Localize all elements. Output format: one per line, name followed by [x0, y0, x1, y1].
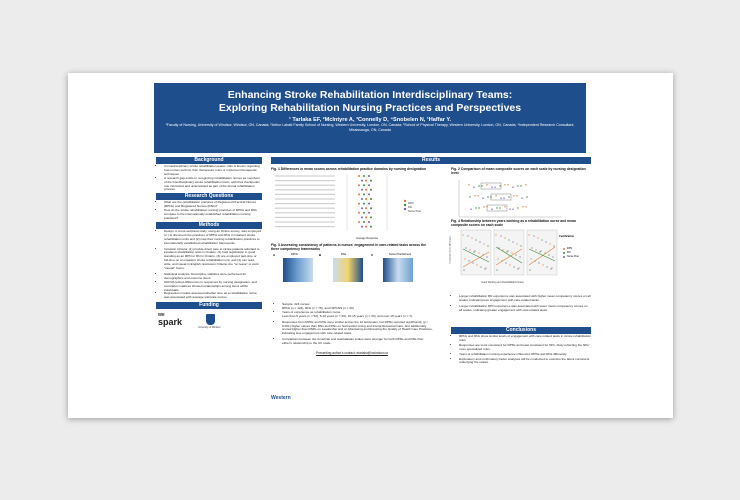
research-questions-heading: Research Questions [156, 193, 262, 200]
fig4-point [542, 265, 543, 266]
fig1-point [358, 184, 360, 186]
fig3-panel-b-label: B [319, 253, 322, 258]
legend-rpn: RPN [408, 202, 414, 205]
uwindsor-shield-icon [206, 314, 215, 325]
fig1-point [363, 212, 365, 214]
methods-item: • Regression models assessed whether time as a rehabilitation nurse was associated with average subscale scores. [164, 292, 262, 300]
fig4-point [483, 244, 484, 245]
fig2-box-plot [451, 175, 591, 223]
authors: ¹ Tarlaka EF, ²McIntyre A, ³Connelly D, ⁴Snobelen N, ¹Haffar Y. [288, 117, 452, 123]
fig1-point [368, 184, 370, 186]
fig1-title: Fig. 1 Differences in mean scores across rehabilitation practice domains by nursing designation [271, 167, 427, 171]
fig1-point [370, 198, 372, 200]
finding-item: • Longer rehabilitation RPN experience was associated with lower mean competency scores on all scales, indicating greater engagement with care-related tasks. [459, 305, 591, 313]
fig4-y-label: Composite Score (Average) [449, 236, 452, 264]
fig1-row-label-bar [275, 194, 335, 195]
fig4-point [511, 253, 512, 254]
fig3-heatmap-a [283, 258, 313, 282]
fig3-col-rpns: RPNs [291, 253, 298, 257]
fig3-heatmaps [271, 253, 433, 287]
fig1-point [363, 175, 365, 177]
fig1-point [370, 217, 372, 219]
fig2-point [478, 186, 479, 187]
fig4-point [520, 246, 521, 247]
fig1-point [370, 207, 372, 209]
fig1-x-label: Average Response [356, 237, 379, 240]
fig4-point [531, 248, 532, 249]
results-bullets [273, 303, 433, 346]
fig4-point [537, 238, 538, 239]
wespark-logo-we: we [158, 312, 165, 319]
fig4-point [516, 244, 517, 245]
research-question-item: • How do the stroke rehabilitation nursing practices of RPNs and RNs compare to the internationally established rehabilitation nursing practices? [164, 209, 262, 221]
fig2-point [482, 198, 483, 199]
fig4-point [539, 252, 540, 253]
western-logo: Western [271, 395, 291, 401]
fig1-row-label-bar [275, 185, 335, 186]
fig1-legend-rn-marker [404, 204, 406, 206]
fig4-legend-rn-marker [563, 252, 565, 254]
fig4-point [519, 257, 520, 258]
uwindsor-logo-text: University of Windsor [198, 326, 221, 330]
fig4-point [540, 251, 541, 252]
fig1-point [358, 194, 360, 196]
wespark-logo-spark: spark [158, 317, 183, 328]
legend-rn: RN [408, 206, 412, 209]
background-list [156, 165, 262, 192]
fig4-point [535, 250, 536, 251]
conclusion-item: • Responses are most consistent for RPNs and least consistent for NPs, likely reflecting the NPs' more specialized roles. [459, 344, 591, 352]
methods-heading: Methods [156, 222, 262, 229]
fig4 [451, 219, 591, 290]
fig2-point [512, 209, 513, 210]
fig4-point [462, 235, 463, 236]
fig1-point [358, 203, 360, 205]
fig1-point [365, 189, 367, 191]
findings-list [451, 295, 591, 313]
fig1-row-label-bar [275, 217, 335, 218]
fig4-point [505, 263, 506, 264]
fig4-point [465, 248, 466, 249]
fig2-point [469, 197, 470, 198]
fig2-point [478, 208, 479, 209]
fig2-point [517, 208, 518, 209]
fig4-point [518, 268, 519, 269]
funding-heading: Funding [156, 302, 262, 309]
fig4-point [500, 236, 501, 237]
fig4-point [553, 246, 554, 247]
fig3-col-np: Nurse Practitioners [389, 253, 412, 257]
fig4-point [506, 252, 507, 253]
fig1-point [361, 198, 363, 200]
fig1-point [365, 217, 367, 219]
fig2-box-1 [481, 183, 501, 189]
fig4-point [549, 244, 550, 245]
fig4-legend-rn: RN [567, 251, 571, 254]
fig4-point [551, 268, 552, 269]
results-finding: • Correlations between the American and Australasian scales were stronger for both RPNs and RNs than either's relationship to the UK scale. [282, 338, 433, 346]
fig4-point [512, 242, 513, 243]
fig1-point [368, 194, 370, 196]
fig2-point [481, 186, 482, 187]
poster-header [154, 83, 586, 153]
fig4-point [550, 269, 551, 270]
conclusions-list [451, 335, 591, 365]
fig1-legend-rpn-marker [404, 200, 406, 202]
methods-item: • Inclusion Criteria: (1) provide direct care to stroke patients admitted to inpatient rehabilitation units in Ontario, (2) hold registration in good standing as an RPN or RN in Ontario, (3) are employed part-time or full-time on an inpatient stroke rehabilitation unit, and (4) can read, write, and speak in English. Exclusion Criteria: Are "on leave" or work "casual" hours. [164, 248, 262, 271]
fig4-point [508, 240, 509, 241]
fig1-point [363, 194, 365, 196]
fig2-point [499, 208, 500, 209]
fig3-panel-a-label: A [273, 253, 276, 258]
fig2-point [503, 198, 504, 199]
fig2-point [475, 208, 476, 209]
fig2-point [525, 185, 526, 186]
results-finding: • Responses from RPNs and RNs were similar across the 12 subscales, but RPNs reported significantly (p < 0.001) higher values than RNs and RNs on Successful Living and Interprofessional Care, and additionally scored higher than RNPs on Leadership and on Monitoring and Ensuring the Quality of Health Care Practices, indicating less engagement with care-related tasks. [282, 321, 433, 337]
fig1-row-label-bar [275, 199, 335, 200]
fig1-point [368, 175, 370, 177]
fig4-point [504, 238, 505, 239]
fig4-point [529, 270, 530, 271]
fig1-point [365, 198, 367, 200]
fig2-point [526, 197, 527, 198]
fig2-point [525, 207, 526, 208]
fig1-row-label-bar [275, 222, 335, 223]
finding-item: • Longer rehabilitation RN experience was associated with higher mean competency scores on all scales, indicating less engagement with care-related tasks. [459, 295, 591, 303]
fig4-point [545, 242, 546, 243]
fig3 [271, 243, 433, 287]
fig4-point [513, 267, 514, 268]
results-text [271, 302, 433, 355]
fig2-point [487, 197, 488, 198]
fig2-point [509, 209, 510, 210]
fig4-title: Fig. 4 Relationship between years working as a rehabilitation nurse and mean composite scores on each scale [451, 219, 577, 228]
fig4-point [474, 251, 475, 252]
fig2-point [513, 196, 514, 197]
fig4-point [485, 268, 486, 269]
fig4-x-label: Years Working as a Rehabilitation Nurse [481, 281, 524, 284]
fig2-point [473, 187, 474, 188]
fig4-point [486, 257, 487, 258]
fig2-point [477, 196, 478, 197]
fig1-point [370, 189, 372, 191]
methods-item: • Statistical Analysis: Descriptive statistics were performed for demographics and outcome items. [164, 273, 262, 281]
fig4-point [552, 257, 553, 258]
fig4-point [507, 251, 508, 252]
fig2-point [468, 185, 469, 186]
fig4-point [517, 269, 518, 270]
fig4-point [546, 267, 547, 268]
fig4-legend-rpn-marker [563, 248, 565, 250]
fig1-point [365, 226, 367, 228]
fig1-row-label-bar [275, 180, 335, 181]
results-sample: • Sample: 224 nurses RPNs (n = 124), RNs (n = 75), and NP/CNS (n = 20) [282, 303, 433, 311]
fig2-point [483, 207, 484, 208]
fig1-point [363, 184, 365, 186]
left-column [156, 157, 262, 331]
fig4-point [487, 246, 488, 247]
fig4-point [497, 259, 498, 260]
fig3-title: Fig. 3 Assessing consistency of patterns in nurses' engagement in care-related tasks across the three competency frameworks [271, 243, 427, 252]
fig4-point [528, 235, 529, 236]
fig4-point [478, 253, 479, 254]
methods-item: • ANOVA tested differences in responses by nursing designation, and correlation matrices showed relationships among items within individuals. [164, 281, 262, 293]
results-heading: Results [271, 157, 591, 164]
fig2-point [500, 198, 501, 199]
fig4-point [479, 242, 480, 243]
conclusion-item: • Exploratory and confirmatory factor analyses will be conducted to examine the latent constructs underlying the scales. [459, 358, 591, 366]
fig2-point [507, 185, 508, 186]
fig4-point [509, 265, 510, 266]
fig4-point [476, 265, 477, 266]
fig1-point [361, 207, 363, 209]
fig4-point [463, 270, 464, 271]
fig1 [271, 167, 433, 246]
presenter-contact[interactable]: Presenting author's contact: etarlaka@uwindsor.ca [316, 351, 388, 356]
background-heading: Background [156, 157, 262, 164]
fig1-row-label-bar [275, 208, 335, 209]
conclusion-item: • Years of rehabilitation nursing experience influences RPNs and RNs differently. [459, 353, 591, 357]
affiliations: ¹Faculty of Nursing, University of Windsor, Windsor, ON, Canada; ²Arthur Labatt Family School of Nursing, Western University, London, ON, Canada; ³School of Physical Therapy, Western University, London, ON, Canada; ⁴Independent Research Consultant, Mississauga, ON, Canada [165, 123, 575, 132]
fig2-point [521, 198, 522, 199]
fig4-point [480, 267, 481, 268]
fig4-point [473, 252, 474, 253]
fig2-point [517, 186, 518, 187]
fig2-point [494, 187, 495, 188]
fig4-legend-np: Nurse Prac [567, 255, 579, 258]
fig4-point [475, 240, 476, 241]
fig1-point [361, 226, 363, 228]
poster-title-line1: Enhancing Stroke Rehabilitation Interdisciplinary Teams: [227, 89, 513, 101]
fig4-legend [567, 247, 579, 259]
fig1-point [358, 175, 360, 177]
fig4-point [472, 263, 473, 264]
fig2-point [499, 186, 500, 187]
fig1-point [365, 207, 367, 209]
fig1-point [368, 203, 370, 205]
fig2-point [486, 185, 487, 186]
fig1-point [358, 212, 360, 214]
conclusions-heading: Conclusions [451, 327, 591, 334]
conclusion-item: • RPNs and RNs show similar levels of engagement with care-related tasks in stroke rehabilitation units. [459, 335, 591, 343]
fig1-point [368, 212, 370, 214]
fig2-point [491, 187, 492, 188]
fig4-point [467, 236, 468, 237]
fig4-point [469, 250, 470, 251]
fig4-point [548, 255, 549, 256]
fig2-point [508, 197, 509, 198]
fig1-row-label-bar [275, 176, 335, 177]
fig1-legend [408, 202, 421, 214]
legend-np: Nurse Prac [408, 210, 421, 213]
fig1-row-label-bar [275, 212, 335, 213]
fig2-point [495, 196, 496, 197]
fig1-point [361, 180, 363, 182]
fig1-points [275, 175, 372, 228]
results-experience: • Years of experience as rehabilitation nurse Less than 5 years (n = 52), 5-10 years (n = 96), 10-15 years (n = 33), and over 15 years (n = 7). [282, 311, 433, 319]
fig3-heatmap-b [333, 258, 363, 282]
fig1-point [358, 221, 360, 223]
research-question-item: • What are the rehabilitation practices of Registered Practical Nurses (RPNs) and Registered Nurses (RNs)? [164, 201, 262, 209]
fig2-box-2 [491, 194, 511, 200]
fig4-point [533, 236, 534, 237]
poster-title-line2: Exploring Rehabilitation Nursing Practices and Perspectives [218, 102, 522, 114]
findings [451, 294, 591, 314]
fig2-point [520, 186, 521, 187]
fig4-legend-title: Certification [559, 235, 575, 238]
fig2-point [522, 207, 523, 208]
fig2-point [474, 196, 475, 197]
fig2-point [512, 187, 513, 188]
background-item: • A research gap exists in recognizing rehabilitation nurses as members of the interdisciplinary stroke rehabilitation team, with their therapeutic role minimized and undervalued as part of the formal rehabilitation process. [164, 177, 262, 193]
fig4-point [530, 259, 531, 260]
fig4-point [541, 240, 542, 241]
fig4-point [471, 238, 472, 239]
fig1-point [363, 221, 365, 223]
fig4-legend-rpn: RPN [567, 247, 573, 250]
fig2-point [496, 208, 497, 209]
fig1-point [368, 221, 370, 223]
fig4-point [515, 255, 516, 256]
fig4-point [464, 259, 465, 260]
methods-item: • Design: A cross-sectional study, using an Online survey, was employed to: (1) document the practices of RPNs and RNs in inpatient stroke rehabilitation units and (2) map their nursing rehabilitation practices to internationally established rehabilitation frameworks. [164, 230, 262, 246]
fig2-point [504, 185, 505, 186]
research-questions-list [156, 201, 262, 221]
poster [68, 73, 673, 418]
fig3-panel-c-label: C [371, 253, 374, 258]
fig4-legend-np-marker [563, 256, 565, 258]
fig1-point [370, 226, 372, 228]
fig1-row-label-bar [275, 203, 335, 204]
fig2-point [491, 209, 492, 210]
fig1-legend-np-marker [404, 208, 406, 210]
fig1-point [370, 180, 372, 182]
fig3-col-rns: RNs [341, 253, 347, 257]
conclusions [451, 327, 591, 366]
fig4-point [502, 250, 503, 251]
fig2-point [516, 196, 517, 197]
fig3-heatmap-c [383, 258, 413, 282]
fig4-point [484, 269, 485, 270]
fig1-point [361, 217, 363, 219]
results-column [271, 157, 591, 164]
funding-logos [156, 311, 262, 331]
fig2-point [470, 209, 471, 210]
fig4-point [468, 261, 469, 262]
fig1-row-label-bar [275, 226, 335, 227]
fig1-point [363, 203, 365, 205]
methods-list [156, 230, 262, 300]
fig1-point [365, 180, 367, 182]
fig2-points [468, 185, 527, 211]
fig4-point [495, 235, 496, 236]
fig2-point [504, 207, 505, 208]
fig4-point [538, 263, 539, 264]
background-item: • In interdisciplinary stroke rehabilitation teams, little is known regarding how nurses perform their therapeutic roles or implement therapeutic techniques. [164, 165, 262, 177]
fig1-point [361, 189, 363, 191]
fig2-title: Fig. 2 Comparison of mean composite scores on each scale by nursing designation level [451, 167, 586, 176]
fig4-point [496, 270, 497, 271]
fig1-row-label-bar [275, 189, 335, 190]
